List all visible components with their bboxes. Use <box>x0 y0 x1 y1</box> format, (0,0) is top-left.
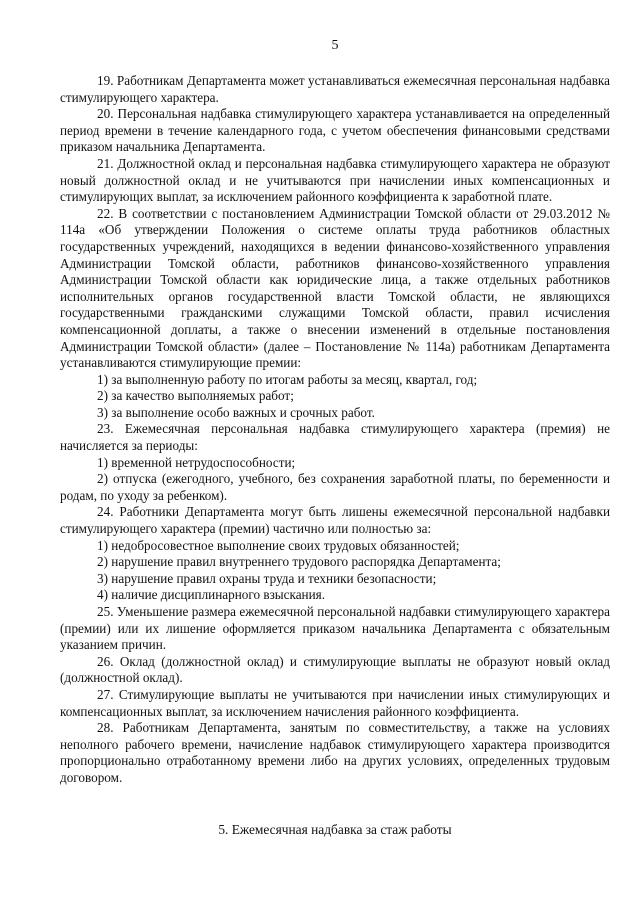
list-item: 3) за выполнение особо важных и срочных работ. <box>97 404 375 420</box>
page-number: 5 <box>331 38 339 53</box>
list-item: 2) отпуска (ежегодного, учебного, без сохранения заработной платы, по беременности и родам, по уходу за ребенком). <box>60 471 610 503</box>
paragraph-21: 21. Должностной оклад и персональная надбавка стимулирующего характера не образуют новый должностной оклад и не учитываются при начислении иных компенсационных и стимулирующих выплат, за исключением районного коэффициента к заработной плате. <box>60 155 610 205</box>
document-body <box>60 73 610 787</box>
list-item: 3) нарушение правил охраны труда и техники безопасности; <box>97 570 437 586</box>
document-page <box>60 0 610 905</box>
list-item: 4) наличие дисциплинарного взыскания. <box>97 587 326 603</box>
paragraph-25: 25. Уменьшение размера ежемесячной персональной надбавки стимулирующего характера (премии) или их лишение оформляется приказом начальника Департамента с обязательным указанием причин. <box>60 604 610 653</box>
list-item: 1) временной нетрудоспособности; <box>97 454 296 470</box>
paragraph-26: 26. Оклад (должностной оклад) и стимулирующие выплаты не образуют новый оклад (должностной оклад). <box>60 653 610 686</box>
section-heading: 5. Ежемесячная надбавка за стаж работы <box>218 822 452 837</box>
paragraph-27: 27. Стимулирующие выплаты не учитываются при начислении иных стимулирующих и компенсационных выплат, за исключением начисления районного коэффициента. <box>60 686 610 719</box>
paragraph-24: 24. Работники Департамента могут быть лишены ежемесячной персональной надбавки стимулирующего характера (премии) частично или полностью за: <box>60 504 610 537</box>
list-item: 2) за качество выполняемых работ; <box>97 388 294 404</box>
list-item: 1) недобросовестное выполнение своих трудовых обязанностей; <box>97 537 460 553</box>
paragraph-23: 23. Ежемесячная персональная надбавка стимулирующего характера (премия) не начисляется за периоды: <box>60 421 610 454</box>
paragraph-20: 20. Персональная надбавка стимулирующего характера устанавливается на определенный период времени в течение календарного года, с учетом обеспечения финансовыми средствами приказом начальника Департамента. <box>60 106 610 155</box>
list-item: 2) нарушение правил внутреннего трудового распорядка Департамента; <box>97 554 501 570</box>
paragraph-22: 22. В соответствии с постановлением Администрации Томской области от 29.03.2012 № 114а «Об утверждении Положения о системе оплаты труда работников областных государственных учреждений, находящихся в ведении финансово-хозяйственного управления Администрации Томской области, работников финансово-хозяйственного управления Администрации Томской области как юридические лица, а также отдельных работников исполнительных органов государственной власти Томской области, не являющихся государственными гражданскими служащими Томской области, правил исчисления компенсационной доплаты, а также о внесении изменений в отдельные постановления Администрации Томской области» (далее – Постановление № 114а) работникам Департамента устанавливаются стимулирующие премии: <box>60 205 610 371</box>
list-item: 1) за выполненную работу по итогам работы за месяц, квартал, год; <box>97 371 478 387</box>
paragraph-19: 19. Работникам Департамента может устанавливаться ежемесячная персональная надбавка стимулирующего характера. <box>60 73 610 105</box>
paragraph-28: 28. Работникам Департамента, занятым по совместительству, а также на условиях неполного рабочего времени, начисление надбавок стимулирующего характера производится пропорционально отработанному времени либо на других условиях, определенных трудовым договором. <box>60 720 610 785</box>
